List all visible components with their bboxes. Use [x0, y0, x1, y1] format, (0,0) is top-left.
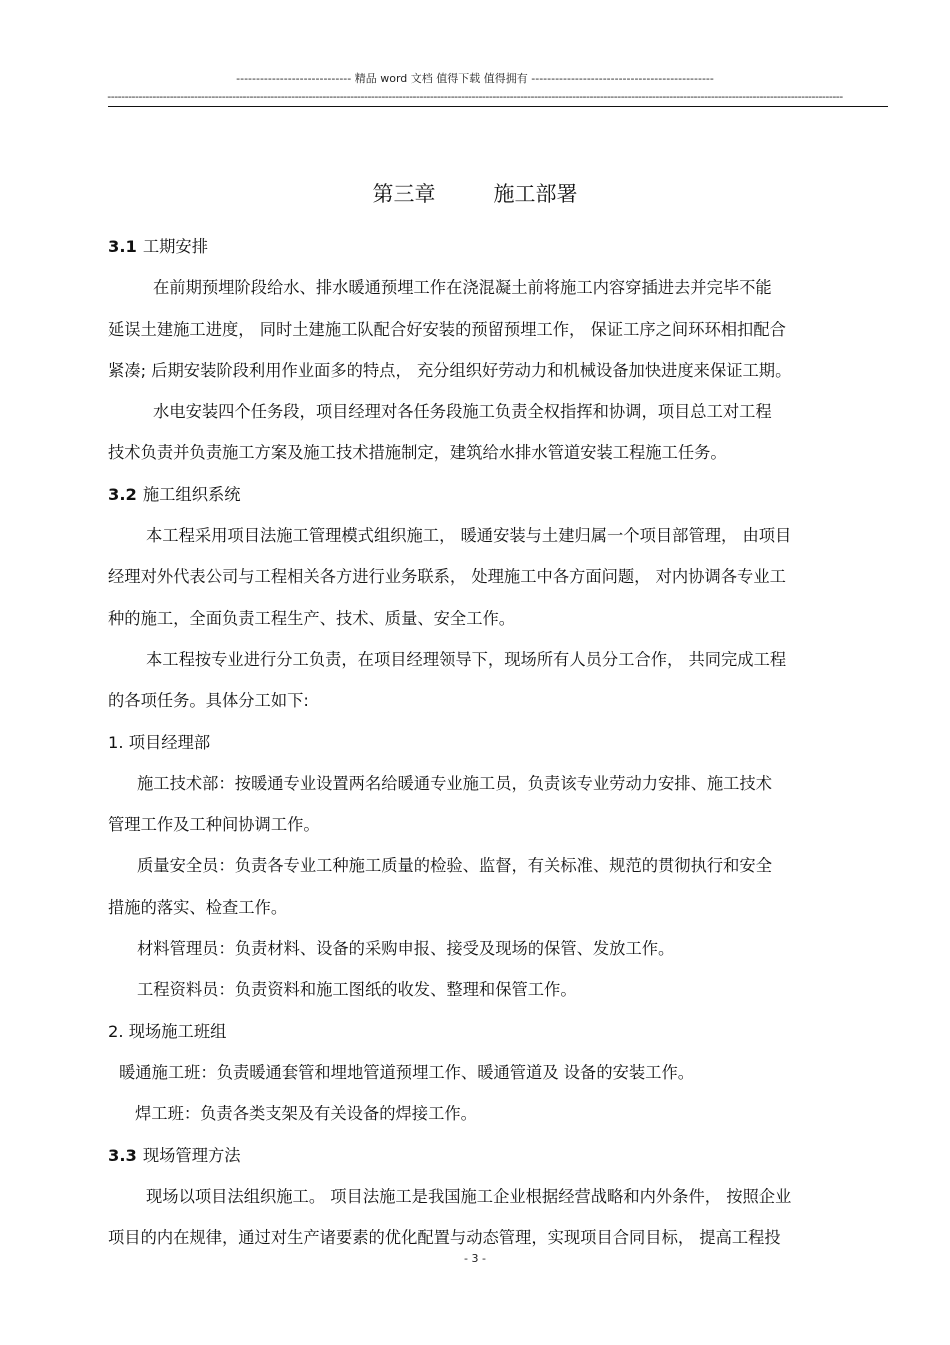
page-number: - 3 -: [464, 1252, 486, 1265]
paragraph-line: 紧凑; 后期安装阶段利用作业面多的特点， 充分组织好劳动力和机械设备加快进度来保证工期。: [108, 360, 792, 380]
list-item: 施工技术部：按暖通专业设置两名给暖通专业施工员，负责该专业劳动力安排、施工技术: [137, 773, 772, 793]
paragraph-line: 经理对外代表公司与工程相关各方进行业务联系， 处理施工中各方面问题， 对内协调各专业工: [108, 567, 786, 587]
section-number: 3.3: [108, 1145, 137, 1165]
section-heading-3-2: [108, 474, 883, 515]
list-item: 工程资料员：负责资料和施工图纸的收发、整理和保管工作。: [137, 980, 577, 1000]
section-number: 3.2: [108, 484, 137, 504]
list-item: 管理工作及工种间协调工作。: [108, 815, 320, 835]
paragraph-line: 现场以项目法组织施工。 项目法施工是我国施工企业根据经营战略和内外条件， 按照企业: [146, 1186, 792, 1206]
chapter-title: [0, 180, 950, 208]
section-heading-3-3: [108, 1135, 883, 1176]
paragraph-line: 本工程采用项目法施工管理模式组织施工， 暖通安装与土建归属一个项目部管理， 由项目: [146, 526, 792, 546]
section-number: 3.1: [108, 237, 137, 256]
chapter-number: 第三章: [372, 182, 436, 206]
document-body: [108, 226, 883, 1258]
list-item: 材料管理员：负责材料、设备的采购申报、接受及现场的保管、发放工作。: [137, 939, 675, 959]
list-item: 焊工班：负责各类支架及有关设备的焊接工作。: [135, 1104, 477, 1124]
section-heading-3-1: [108, 226, 883, 267]
list-heading: 1. 项目经理部: [108, 732, 211, 752]
paragraph-line: 技术负责并负责施工方案及施工技术措施制定，建筑给水排水管道安装工程施工任务。: [108, 443, 727, 463]
paragraph-line: 种的施工，全面负责工程生产、技术、质量、安全工作。: [108, 608, 516, 628]
paragraph-line: 在前期预埋阶段给水、排水暖通预埋工作在浇混凝土前将施工内容穿插进去并完毕不能: [153, 278, 772, 298]
paragraph-line: 延误土建施工进度， 同时土建施工队配合好安装的预留预埋工作， 保证工序之间环环相扣配合: [108, 319, 786, 339]
paragraph-line: 项目的内在规律，通过对生产诸要素的优化配置与动态管理，实现项目合同目标， 提高工程投: [108, 1228, 781, 1248]
list-item: 措施的落实、检查工作。: [108, 897, 288, 917]
list-heading: 2. 现场施工班组: [108, 1021, 227, 1041]
paragraph-line: 水电安装四个任务段，项目经理对各任务段施工负责全权指挥和协调，项目总工对工程: [153, 402, 772, 422]
chapter-name: 施工部署: [493, 182, 578, 206]
section-title: 现场管理方法: [142, 1145, 241, 1165]
section-title: 工期安排: [142, 237, 208, 256]
list-item: 暖通施工班：负责暖通套管和埋地管道预埋工作、暖通管道及 设备的安装工作。: [119, 1062, 695, 1082]
paragraph-line: 本工程按专业进行分工负责，在项目经理领导下，现场所有人员分工合作， 共同完成工程: [146, 649, 787, 669]
paragraph-line: 的各项任务。具体分工如下:: [108, 691, 309, 711]
list-item: 质量安全员：负责各专业工种施工质量的检验、监督，有关标准、规范的贯彻执行和安全: [137, 856, 772, 876]
header-rule: [108, 106, 888, 107]
page-header-banner: ----------------------------- 精品 word 文档 值得下载 值得拥有 ----------------------------------------------: [236, 72, 714, 85]
page-header-dashes: --------------------------------------------------------------------------------------------------------------------------------------------------------------------------------------------------------------------: [107, 90, 843, 103]
section-title: 施工组织系统: [142, 484, 241, 504]
